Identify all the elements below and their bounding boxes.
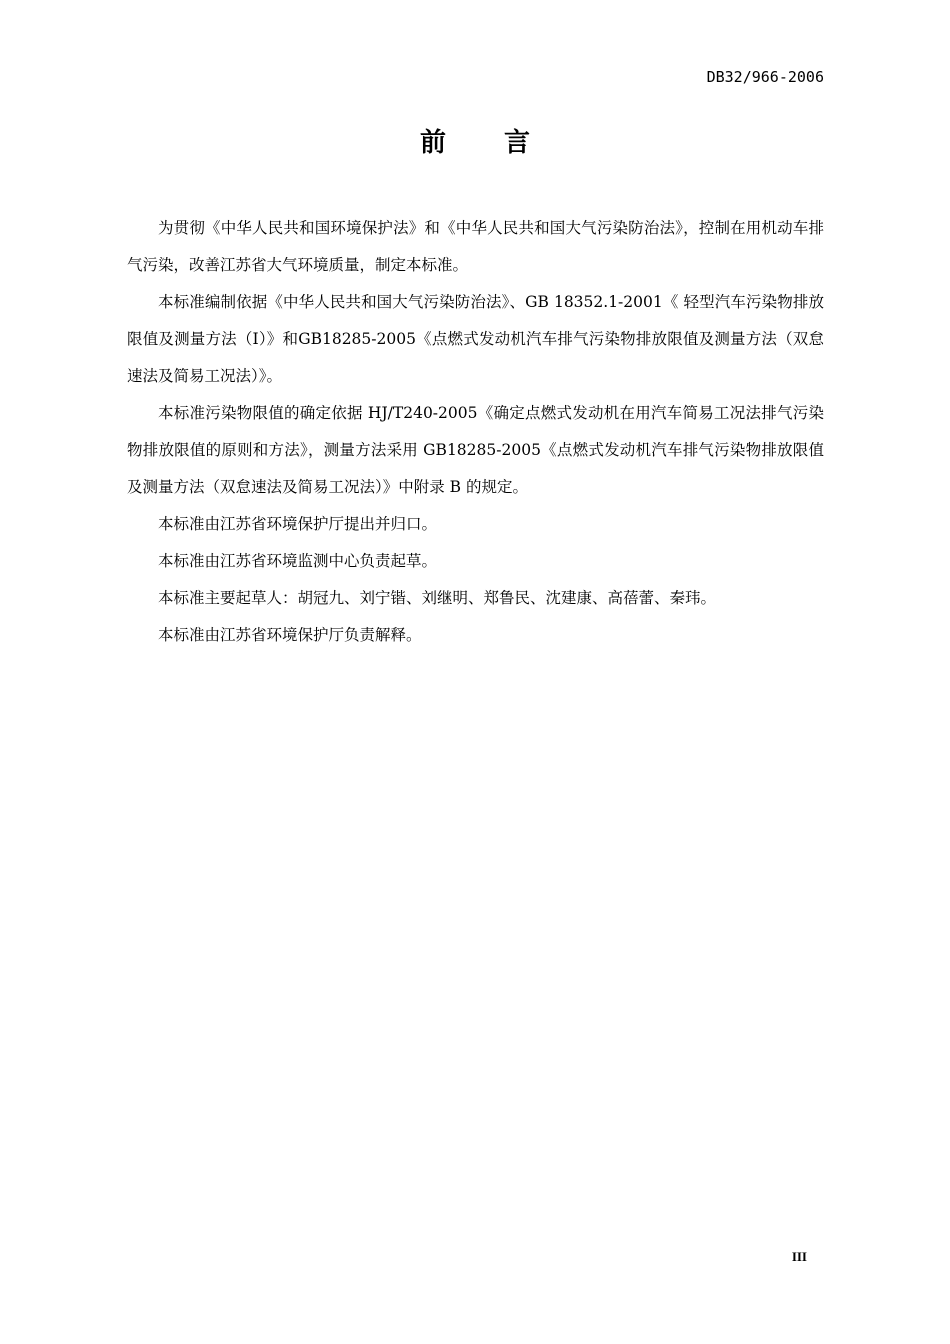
page-title-char-1: 前 [419,128,446,158]
preface-paragraph-purpose: 为贯彻《中华人民共和国环境保护法》和《中华人民共和国大气污染防治法》，控制在用机动车排气污染，改善江苏省大气环境质量，制定本标准。 [127,219,824,274]
preface-paragraph-basis: 本标准编制依据《中华人民共和国大气污染防治法》、GB 18352.1-2001《 轻型汽车污染物排放限值及测量方法（Ⅰ）》和GB18285-2005《点燃式发动机汽车排气污染物排放限值及测量方法（双怠速法及简易工况法）》。 [127,293,824,385]
page-title-char-2: 言 [504,128,531,158]
preface-paragraph-limits: 本标准污染物限值的确定依据 HJ/T240-2005《确定点燃式发动机在用汽车简易工况法排气污染物排放限值的原则和方法》，测量方法采用 GB18285-2005《点燃式发动机汽车排气污染物排放限值及测量方法（双怠速法及简易工况法）》中附录 B 的规定。 [127,404,824,496]
page-number: III [791,1249,807,1264]
page-title [0,122,950,159]
preface-paragraph-interpretation: 本标准由江苏省环境保护厅负责解释。 [158,626,422,644]
preface-paragraph-drafter-org: 本标准由江苏省环境监测中心负责起草。 [158,552,438,570]
preface-paragraph-drafters: 本标准主要起草人：胡冠九、刘宁锴、刘继明、郑鲁民、沈建康、高蓓蕾、秦玮。 [158,589,717,607]
standard-code: DB32/966-2006 [706,68,824,86]
preface-paragraph-proposer: 本标准由江苏省环境保护厅提出并归口。 [158,515,438,533]
preface-body [127,210,824,654]
